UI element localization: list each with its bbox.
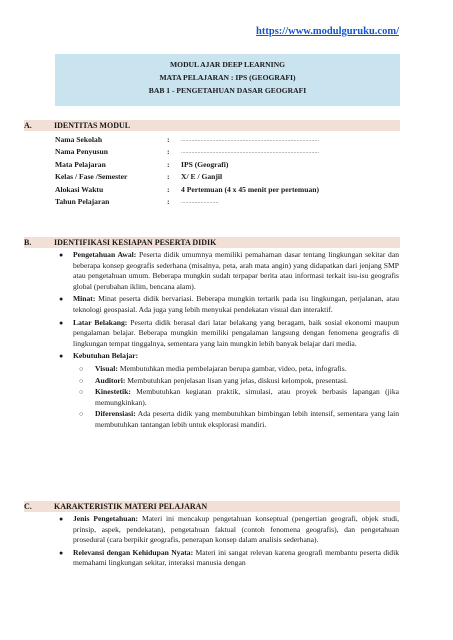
identity-colon: : [167,135,170,144]
section-c-letter: C. [24,502,32,511]
section-c-title: KARAKTERISTIK MATERI PELAJARAN [54,502,208,511]
list-item [55,514,399,546]
identity-row [55,134,319,146]
identity-value: ............................................................................................ [181,137,319,143]
sub-list-item [55,409,399,430]
identity-row [55,146,319,158]
circle-bullet-icon: ○ [79,388,84,397]
module-title: MODUL AJAR DEEP LEARNING [170,60,285,69]
section-a-letter: A. [24,121,32,130]
sub-item-label: Visual: [95,363,118,373]
item-label: Minat: [73,294,96,304]
module-title-box [55,54,400,106]
identity-key: Mata Pelajaran [55,159,106,169]
readiness-list [55,250,399,432]
bullet-icon: ● [59,548,64,557]
item-text: Peserta didik berasal dari latar belakang yang beragam, baik sosial ekonomi maupun pengalaman belajar. Beberapa mungkin memiliki pengalaman langsung dengan fenomena geografis di lingkungan tempat tinggalnya, sementara yang lain mungkin lebih banyak belajar dari media. [73,317,399,348]
identity-colon: : [167,184,170,194]
section-a-title: IDENTITAS MODUL [54,121,131,130]
list-item [55,548,399,569]
circle-bullet-icon: ○ [79,410,84,419]
section-b-letter: B. [24,238,32,247]
identity-value: IPS (Geografi) [181,159,229,169]
identity-row [55,196,319,208]
identity-colon: : [167,159,170,169]
identity-key: Nama Sekolah [55,135,103,144]
section-c-heading [24,501,400,512]
identity-value: 4 Pertemuan (4 x 45 menit per pertemuan) [181,184,319,194]
chapter-title: BAB 1 - PENGETAHUAN DASAR GEOGRAFI [148,86,307,95]
circle-bullet-icon: ○ [79,376,84,385]
item-label: Pengetahuan Awal: [73,250,137,259]
item-text: Materi ini mencakup pengetahuan konseptual (pengertian geografi, objek studi, prinsip, aspek, pendekatan), pengetahuan faktual (contoh fenomena geografis), dan pengetahuan prosedural (cara berpikir geografis, penerapan konsep dalam analisis sederhana). [73,514,399,545]
item-text: Peserta didik umumnya memiliki pemahaman dasar tentang lingkungan sekitar dan beberapa konsep geografis sederhana (misalnya, peta, arah mata angin) yang didapatkan dari jenjang SMP atau pengetahuan umum. Beberapa mungkin sudah terpapar berita atau informasi terkait isu-isu geografis global (perubahan iklim, bencana alam). [73,250,399,291]
identity-key: Nama Penyusun [55,147,108,157]
identity-key: Kelas / Fase /Semester [55,172,128,182]
bullet-icon: ● [59,251,64,259]
sub-list-item [55,364,399,375]
identity-value: ......................... [181,199,219,206]
item-label: Relevansi dengan Kehidupan Nyata: [73,547,194,557]
sub-item-text: Ada peserta didik yang membutuhkan bimbingan lebih intensif, sementara yang lain membutuhkan tantangan lebih untuk eksplorasi mandiri. [95,409,399,429]
list-item [55,250,399,292]
identity-colon: : [167,172,170,182]
sub-item-label: Auditori: [95,375,126,385]
bullet-icon: ● [59,318,64,327]
sub-list-item [55,387,399,408]
sub-item-text: Membutuhkan media pembelajaran berupa gambar, video, peta, infografis. [117,363,347,373]
identity-key: Tahun Pelajaran [55,197,110,207]
sub-list-item [55,376,399,387]
sub-item-text: Membutuhkan kegiatan praktik, simulasi, atau proyek berbasis lapangan (jika memungkinkan). [95,387,399,407]
section-b-heading [24,237,400,248]
identity-table [55,134,319,208]
list-item [55,351,399,362]
sub-item-label: Diferensiasi: [95,409,136,419]
item-text: Minat peserta didik bervariasi. Beberapa mungkin tertarik pada isu lingkungan, perjalanan, atau teknologi geospasial. Ada juga yang lebih menyukai pendekatan visual dan interaktif. [73,294,399,314]
sub-item-label: Kinestetik: [95,387,131,397]
bullet-icon: ● [59,515,64,523]
identity-value: X/ E / Ganjil [181,172,223,182]
section-a-heading [24,120,400,131]
sub-item-text: Membutuhkan penjelasan lisan yang jelas, diskusi kelompok, presentasi. [125,375,348,385]
list-item [55,294,399,315]
item-label: Jenis Pengetahuan: [73,514,139,523]
identity-value: ............................................................................................ [181,149,319,156]
section-b-title: IDENTIFIKASI KESIAPAN PESERTA DIDIK [54,238,217,247]
identity-key: Alokasi Waktu [55,184,104,194]
bullet-icon: ● [59,295,64,304]
subject-title: MATA PELAJARAN : IPS (GEOGRAFI) [159,73,296,82]
material-list [55,514,399,571]
identity-colon: : [167,197,170,207]
identity-row [55,184,319,196]
identity-row [55,171,319,183]
item-label: Kebutuhan Belajar: [73,351,139,361]
identity-row [55,159,319,171]
circle-bullet-icon: ○ [79,364,84,373]
identity-colon: : [167,147,170,157]
item-label: Latar Belakang: [73,317,128,327]
bullet-icon: ● [59,352,64,361]
website-link[interactable]: https://www.modulguruku.com/ [256,26,399,37]
item-text: Materi ini sangat relevan karena geografi membantu peserta didik memahami lingkungan sekitar, interaksi manusia dengan [73,547,399,568]
list-item [55,318,399,350]
